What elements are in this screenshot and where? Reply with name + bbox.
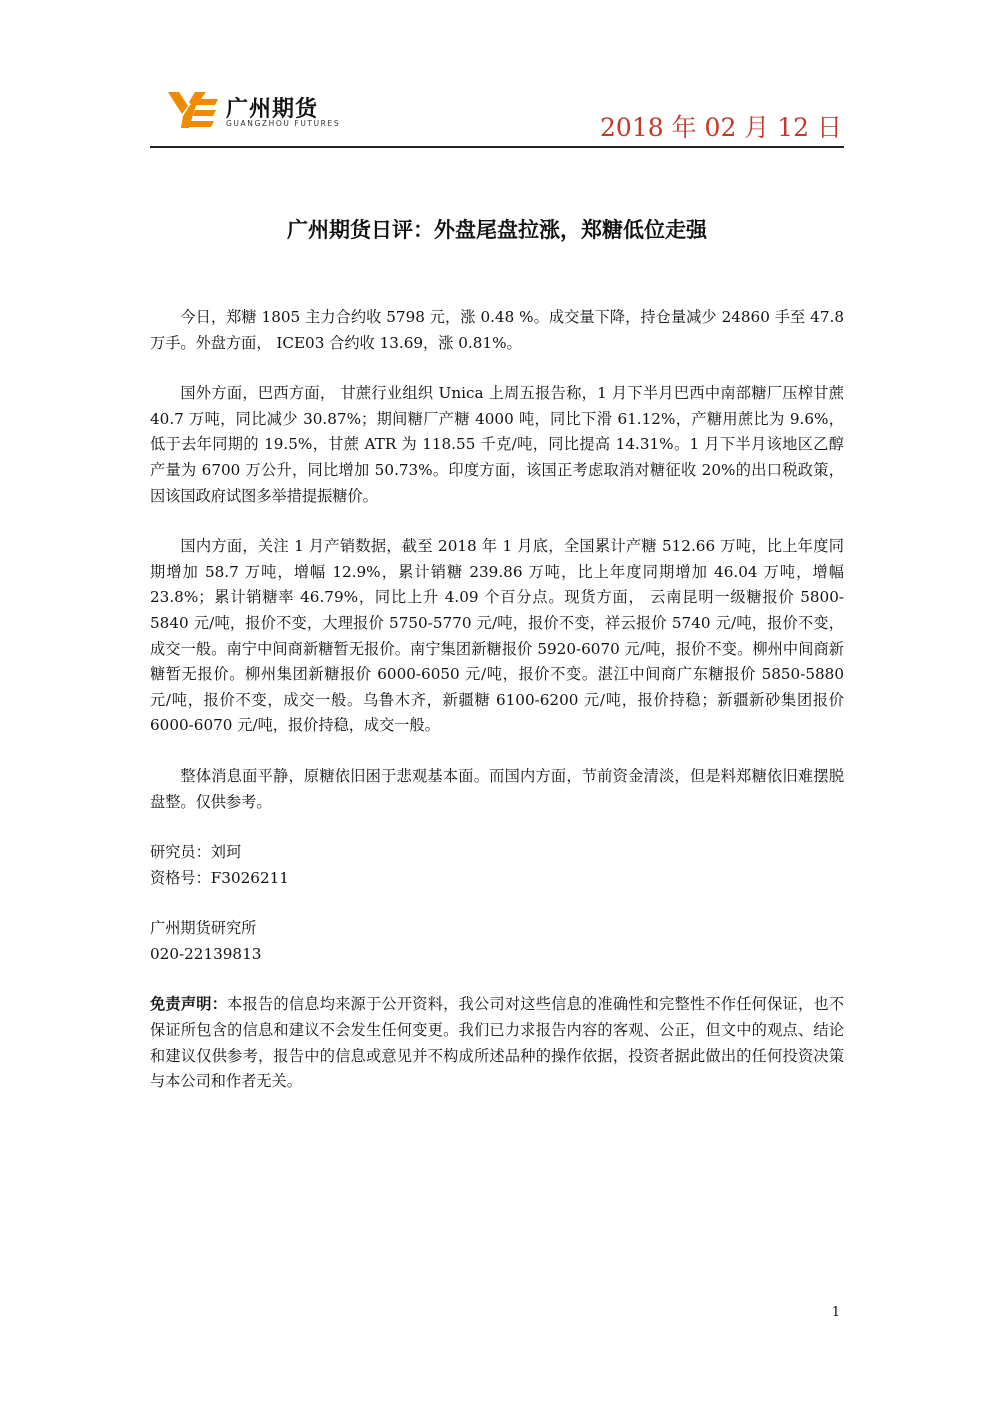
institute-phone: 020-22139813 (150, 944, 262, 963)
page-header (150, 86, 844, 148)
disclaimer-text: 本报告的信息均来源于公开资料，我公司对这些信息的准确性和完整性不作任何保证，也不保证所包含的信息和建议不会发生任何变更。我们已力求报告内容的客观、公正，但文中的观点、结论和建议仅供参考，报告中的信息或意见并不构成所述品种的操作依据，投资者据此做出的任何投资决策与本公司和作者无关。 (150, 995, 845, 1091)
paragraph-market-summary: 今日，郑糖 1805 主力合约收 5798 元，涨 0.48 %。成交量下降，持仓量减少 24860 手至 47.8 万手。外盘方面， ICE03 合约收 13.69，涨 0.81%。 (150, 308, 844, 352)
institute-name: 广州期货研究所 (150, 919, 257, 938)
researcher-name: 研究员：刘珂 (150, 843, 242, 862)
guangzhou-futures-logo-icon (168, 90, 218, 130)
logo-chinese-name: 广州期货 (226, 97, 319, 122)
researcher-license: 资格号：F3026211 (150, 868, 289, 887)
paragraph-domestic-market: 国内方面，关注 1 月产销数据，截至 2018 年 1 月底，全国累计产糖 512.66 万吨，比上年度同期增加 58.7 万吨，增幅 12.9%，累计销糖 239.86 万吨，比上年度同期增加 46.04 万吨，增幅 23.8%；累计销糖率 46.79%，同比上升 4.09 个百分点。现货方面， 云南昆明一级糖报价 5800-5840 元/吨，报价不变，大理报价 5750-5770 元/吨，报价不变，祥云报价 5740 元/吨，报价不变，成交一般。南宁中间商新糖暂无报价。南宁集团新糖报价 5920-6070 元/吨，报价不变。柳州中间商新糖暂无报价。柳州集团新糖报价 6000-6050 元/吨，报价不变。湛江中间商广东糖报价 5850-5880 元/吨，报价不变，成交一般。乌鲁木齐，新疆糖 6100-6200 元/吨，报价持稳；新疆新砂集团报价 6000-6070 元/吨，报价持稳，成交一般。 (150, 537, 844, 735)
logo-english-name: GUANGZHOU FUTURES (226, 119, 341, 128)
report-title: 广州期货日评：外盘尾盘拉涨，郑糖低位走强 (287, 217, 707, 242)
report-date: 2018 年 02 月 12 日 (600, 113, 842, 142)
disclaimer (150, 992, 844, 1094)
company-logo (168, 90, 368, 134)
disclaimer-label: 免责声明： (150, 995, 228, 1014)
page-number: 1 (831, 1305, 840, 1320)
paragraph-foreign-market: 国外方面，巴西方面， 甘蔗行业组织 Unica 上周五报告称，1 月下半月巴西中南部糖厂压榨甘蔗 40.7 万吨，同比减少 30.87%；期间糖厂产糖 4000 吨，同比下滑 61.12%，产糖用蔗比为 9.6%，低于去年同期的 19.5%，甘蔗 ATR 为 118.55 千克/吨，同比提高 14.31%。1 月下半月该地区乙醇产量为 6700 万公升，同比增加 50.73%。印度方面，该国正考虑取消对糖征收 20%的出口税政策，因该国政府试图多举措提振糖价。 (150, 384, 844, 505)
report-body (150, 305, 844, 1095)
paragraph-conclusion: 整体消息面平静，原糖依旧困于悲观基本面。而国内方面，节前资金清淡，但是料郑糖依旧难摆脱盘整。仅供参考。 (150, 766, 844, 811)
header-divider (150, 146, 844, 148)
